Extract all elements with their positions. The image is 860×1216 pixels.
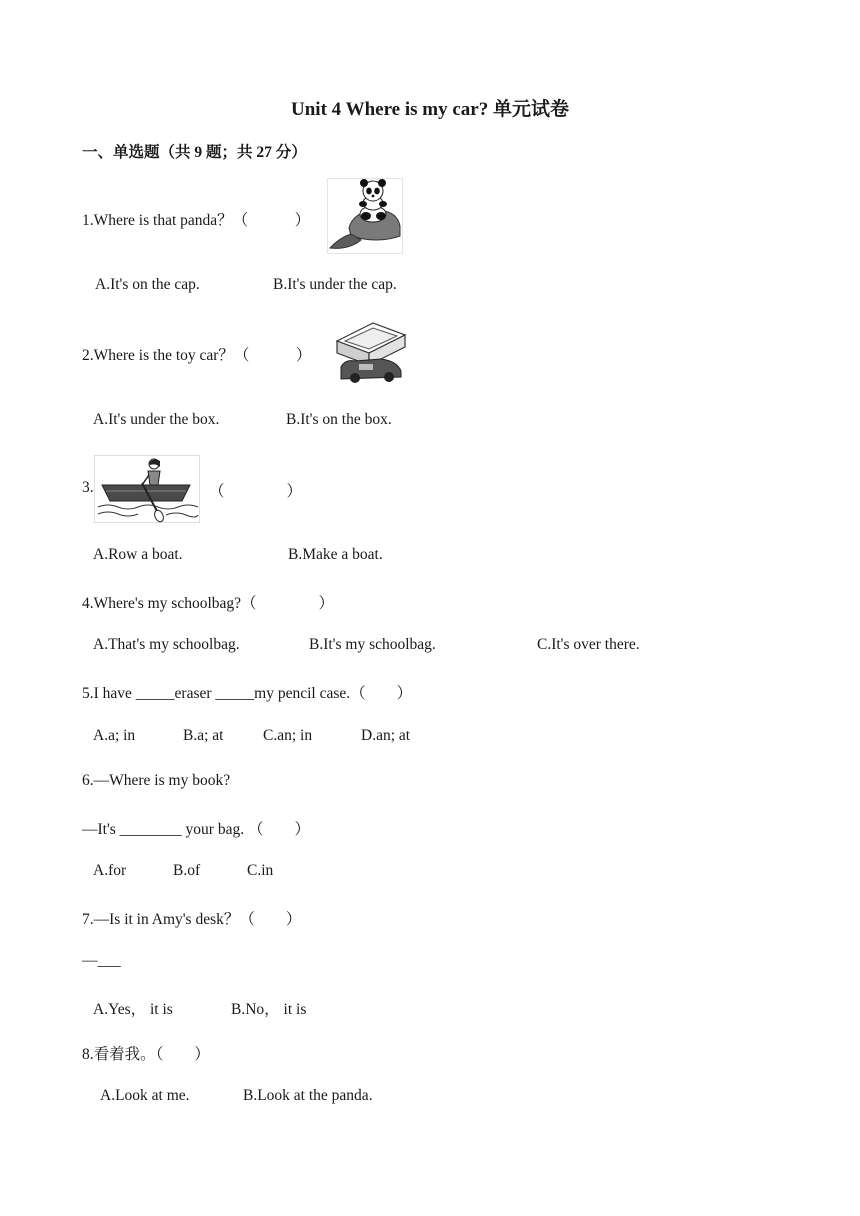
question-5-option-b: B.a; at: [183, 727, 224, 744]
question-4-stem: 4.Where's my schoolbag?（ ）: [82, 595, 335, 612]
section-heading: 一、单选题（共 9 题；共 27 分）: [82, 144, 307, 161]
question-2-option-b: B.It's on the box.: [286, 411, 392, 428]
question-5-option-d: D.an; at: [361, 727, 411, 744]
question-4-option-a: A.That's my schoolbag.: [93, 636, 240, 653]
question-6-stem-line-2: —It's ________ your bag. （ ）: [82, 821, 310, 838]
question-3-number: 3.: [82, 479, 94, 496]
car-under-box-image: [333, 321, 409, 385]
question-8-option-a: A.Look at me.: [100, 1087, 190, 1104]
question-4-option-c: C.It's over there.: [537, 636, 640, 653]
question-3-option-b: B.Make a boat.: [288, 546, 383, 563]
question-7-stem-line-2: —___: [82, 952, 121, 969]
question-8-stem: 8.看着我。（ ）: [82, 1046, 210, 1063]
question-7-option-a: A.Yes， it is: [93, 1001, 173, 1018]
question-5-option-c: C.an; in: [263, 727, 313, 744]
question-3-answer-blank: （ ）: [209, 483, 303, 500]
question-5-option-a: A.a; in: [93, 727, 136, 744]
question-7-option-b: B.No， it is: [231, 1001, 307, 1018]
question-1-option-a: A.It's on the cap.: [95, 276, 200, 293]
girl-rowing-boat-image: [94, 455, 200, 523]
question-1-option-b: B.It's under the cap.: [273, 276, 397, 293]
question-7-stem-line-1: 7.—Is it in Amy's desk？（ ）: [82, 911, 302, 928]
question-8-option-b: B.Look at the panda.: [243, 1087, 373, 1104]
question-3-option-a: A.Row a boat.: [93, 546, 183, 563]
question-2-stem: 2.Where is the toy car？（ ）: [82, 347, 312, 364]
question-6-option-b: B.of: [173, 862, 201, 879]
page-title: Unit 4 Where is my car? 单元试卷: [291, 99, 569, 120]
question-5-stem: 5.I have _____eraser _____my pencil case.（ ）: [82, 685, 413, 702]
question-2-option-a: A.It's under the box.: [93, 411, 220, 428]
question-1-stem: 1.Where is that panda？（ ）: [82, 212, 311, 229]
question-6-option-c: C.in: [247, 862, 274, 879]
question-6-stem-line-1: 6.—Where is my book?: [82, 772, 231, 789]
question-6-option-a: A.for: [93, 862, 127, 879]
panda-on-cap-image: [327, 178, 403, 254]
question-4-option-b: B.It's my schoolbag.: [309, 636, 436, 653]
